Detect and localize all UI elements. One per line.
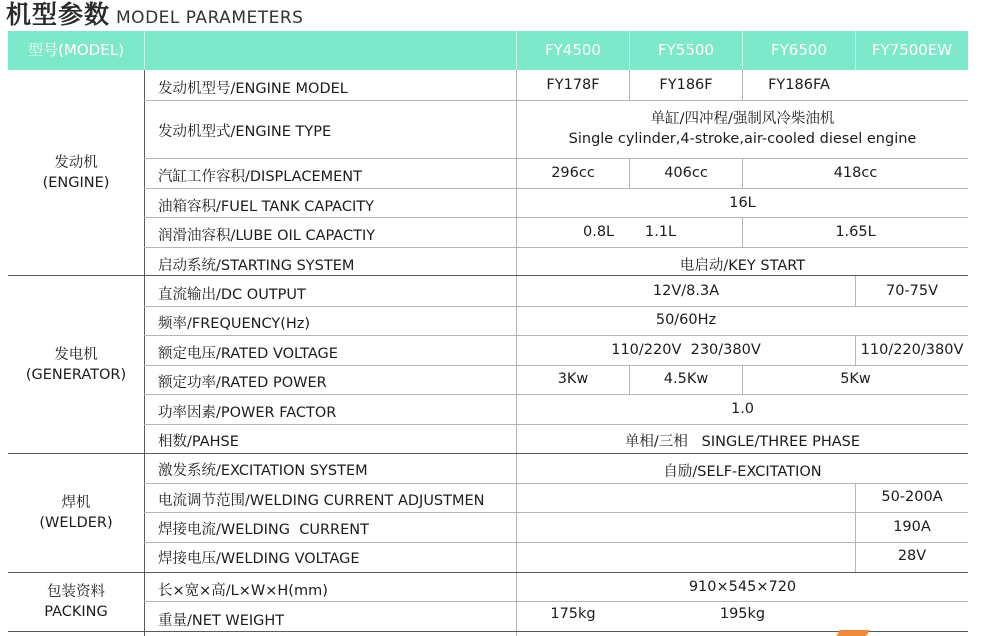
title-en: MODEL PARAMETERS xyxy=(116,8,304,28)
group-engine-cn: 发动机 xyxy=(54,155,98,171)
cell-welding-current: 190A xyxy=(893,519,931,535)
group-engine xyxy=(8,71,144,275)
cell-welding-adj: 50-200A xyxy=(881,489,943,505)
cell-dimensions: 910×545×720 xyxy=(688,579,797,595)
row-divider xyxy=(144,424,968,425)
cell-dc-output: 12V/8.3A xyxy=(652,283,720,299)
cell-rated-power-3: 5Kw xyxy=(840,371,871,387)
row-label-welding-current: 焊接电流/WELDING CURRENT xyxy=(158,522,369,538)
cell-phase: 单相/三相 SINGLE/THREE PHASE xyxy=(624,434,861,450)
group-generator-cn: 发电机 xyxy=(54,346,98,363)
table-header xyxy=(8,31,968,70)
group-packing-en: PACKING xyxy=(44,604,108,620)
row-divider xyxy=(144,335,968,336)
model-fy5500: FY5500 xyxy=(658,41,714,59)
group-divider xyxy=(8,453,968,454)
cell-rated-voltage: 110/220V 230/380V xyxy=(611,342,761,358)
row-label-engine-type: 发动机型式/ENGINE TYPE xyxy=(158,124,332,140)
group-packing xyxy=(8,573,144,631)
group-packing-cn: 包装资料 xyxy=(47,584,105,600)
row-label-dimensions: 长×宽×高/L×W×H(mm) xyxy=(158,583,328,599)
group-welder-en: (WELDER) xyxy=(39,515,113,531)
row-label-frequency: 频率/FREQUENCY(Hz) xyxy=(158,316,311,332)
cell-engine-type-en: Single cylinder,4-stroke,air-cooled diesel engine xyxy=(568,131,917,147)
row-divider xyxy=(144,601,968,602)
cell-net-weight-2: 195kg xyxy=(719,606,766,622)
cell-rated-voltage-4: 110/220/380V xyxy=(860,342,964,358)
title-cn: 机型参数 xyxy=(6,0,111,29)
row-label-displacement: 汽缸工作容积/DISPLACEMENT xyxy=(158,169,363,185)
model-fy4500: FY4500 xyxy=(545,41,601,59)
row-divider xyxy=(144,306,968,307)
cell-engine-model-2: FY186F xyxy=(659,77,713,93)
row-label-power-factor: 功率因素/POWER FACTOR xyxy=(158,405,337,421)
cell-lube-oil-3: 1.65L xyxy=(835,224,876,240)
cell-engine-type-cn: 单缸/四冲程/强制风冷柴油机 xyxy=(650,111,835,127)
row-divider xyxy=(144,512,968,513)
cell-displacement-2: 406cc xyxy=(664,165,708,181)
group-welder-cn: 焊机 xyxy=(61,495,91,511)
cell-dc-output-4: 70-75V xyxy=(885,283,939,299)
row-divider xyxy=(144,188,968,189)
page-title xyxy=(6,0,303,30)
cell-power-factor: 1.0 xyxy=(730,401,755,417)
row-label-excitation: 激发系统/EXCITATION SYSTEM xyxy=(158,463,368,479)
cell-starting: 电启动/KEY START xyxy=(679,258,806,274)
group-divider xyxy=(8,275,968,276)
cell-displacement-3: 418cc xyxy=(833,165,878,181)
group-generator-en: (GENERATOR) xyxy=(25,366,127,383)
group-welder xyxy=(8,454,144,572)
row-divider xyxy=(144,247,968,248)
row-label-engine-model: 发动机型号/ENGINE MODEL xyxy=(158,81,348,97)
row-label-rated-voltage: 额定电压/RATED VOLTAGE xyxy=(158,346,338,362)
model-fy6500: FY6500 xyxy=(771,41,827,59)
cell-rated-power-2: 4.5Kw xyxy=(663,371,709,387)
cell-net-weight-1: 175kg xyxy=(550,606,596,622)
cell-displacement-1: 296cc xyxy=(551,165,595,181)
decorative-corner-mark xyxy=(836,630,869,636)
row-divider xyxy=(144,217,968,218)
row-label-welding-voltage: 焊接电压/WELDING VOLTAGE xyxy=(158,551,360,567)
row-label-starting: 启动系统/STARTING SYSTEM xyxy=(158,258,355,274)
cell-engine-model-3: FY186FA xyxy=(768,77,830,93)
cell-fuel-tank: 16L xyxy=(729,195,756,211)
row-divider xyxy=(144,100,968,101)
table-bottom xyxy=(8,631,968,632)
row-divider xyxy=(144,542,968,543)
cell-rated-power-1: 3Kw xyxy=(557,371,589,387)
cell-excitation: 自励/SELF-EXCITATION xyxy=(663,464,822,480)
row-divider xyxy=(144,483,968,484)
col-sep-group xyxy=(144,70,145,636)
cell-welding-voltage: 28V xyxy=(897,548,927,564)
group-divider xyxy=(8,572,968,573)
model-fy7500ew: FY7500EW xyxy=(871,41,953,59)
row-divider xyxy=(144,365,968,366)
group-generator xyxy=(8,276,144,453)
row-divider xyxy=(144,394,968,395)
row-label-dc-output: 直流输出/DC OUTPUT xyxy=(158,287,306,303)
row-divider xyxy=(144,158,968,159)
cell-frequency: 50/60Hz xyxy=(655,312,717,328)
row-label-rated-power: 额定功率/RATED POWER xyxy=(158,375,327,391)
model-header-label: 型号(MODEL) xyxy=(28,41,124,59)
cell-engine-model-1: FY178F xyxy=(546,77,600,93)
row-label-phase: 相数/PAHSE xyxy=(158,434,239,450)
row-label-fuel-tank: 油箱容积/FUEL TANK CAPACITY xyxy=(158,199,374,215)
row-label-lube-oil: 润滑油容积/LUBE OIL CAPACTIY xyxy=(158,228,376,244)
cell-lube-oil-2: 1.1L xyxy=(645,224,677,240)
row-label-welding-adj: 电流调节范围/WELDING CURRENT ADJUSTMEN xyxy=(158,493,485,509)
cell-lube-oil-1: 0.8L xyxy=(583,224,615,240)
row-label-net-weight: 重量/NET WEIGHT xyxy=(158,613,285,629)
col-sep-label xyxy=(516,70,517,636)
group-engine-en: (ENGINE) xyxy=(42,175,110,191)
